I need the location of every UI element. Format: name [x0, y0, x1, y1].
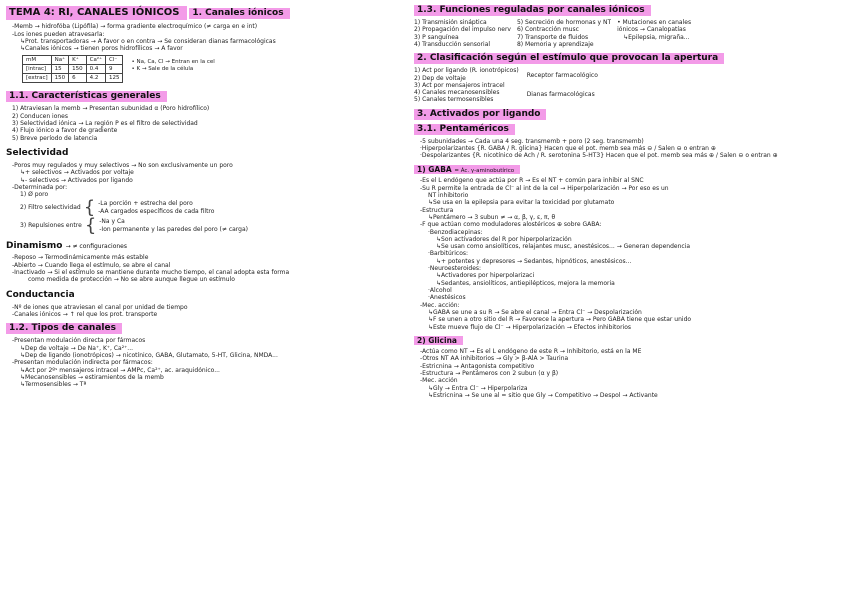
section-selectividad-heading: Selectividad	[6, 147, 69, 158]
right-column	[414, 0, 842, 399]
text-line: 1) Ø poro	[20, 191, 49, 199]
text-line: -Estructura	[420, 206, 454, 214]
section-tipos-canales-heading: 1.2. Tipos de canales	[6, 323, 122, 334]
table-cell: 125	[105, 74, 123, 83]
text-line: -Nº de iones que atraviesan el canal por unidad de tiempo	[12, 303, 188, 311]
table-row	[23, 74, 123, 83]
text-line: ↳Prot. transportadoras → A favor o en contra → Se consideran dianas farmacológicas	[20, 37, 276, 45]
text-line: 2) Filtro selectividad	[20, 203, 81, 211]
brace-icon: {	[84, 214, 97, 236]
text-line: NT inhibitorio	[428, 191, 469, 199]
table-cell: [intrac]	[23, 65, 52, 74]
section-glicina-heading: 2) Glicina	[414, 336, 463, 345]
text-line: ↳Termosensibles → Tª	[20, 381, 87, 389]
text-line: ↳Se usa en la epilepsia para evitar la toxicidad por glutamato	[428, 199, 615, 207]
text-line: 5) Secreción de hormonas y NT	[516, 18, 612, 26]
text-line: 4) Flujo iónico a favor de gradiente	[12, 127, 118, 135]
text-line: ↳Se usan como ansiolíticos, relajantes musc, anestésicos... → Generan dependencia	[436, 243, 691, 251]
ion-concentration-table	[22, 55, 123, 83]
filtro-group	[6, 196, 410, 218]
text-line: ↳Activadores por hiperpolarizaci	[436, 272, 535, 280]
text-line: 1) Atraviesan la memb → Presentan subunidad α (Poro hidrofílico)	[12, 105, 210, 113]
table-cell: K⁺	[69, 56, 87, 65]
text-line: 2) Propagación del impulso nerv	[414, 26, 511, 34]
text-line: ↳Canales iónicos → tienen poros hidrofílicos → A favor	[20, 45, 183, 53]
text-line: -Su R permite la entrada de Cl⁻ al int de la cel → Hiperpolarización → Por eso es un	[420, 184, 669, 192]
section-dinamismo-heading	[6, 241, 410, 252]
text-line: -F que actúan como moduladores alostéricos ⊕ sobre GABA:	[420, 221, 602, 229]
text-line: ↳- selectivos → Activados por ligando	[20, 176, 133, 184]
text-line: • K → Sale de la célula	[131, 66, 194, 73]
text-line: ·Barbitúricos:	[428, 250, 469, 258]
text-line: 4) Canales mecanosensibles	[414, 89, 500, 97]
table-cell: 0.4	[86, 65, 105, 74]
text-line: -5 subunidades → Cada una 4 seg. transmemb + poro (2 seg. transmemb)	[420, 137, 644, 145]
table-cell: mM	[23, 56, 52, 65]
text-line: -Es el L endógeno que actúa por R → Es el NT + común para inhibir al SNC	[420, 177, 644, 185]
text-line: -Determinada por:	[12, 183, 68, 191]
text-line: ↳F se unen a otro sitio del R → Favorece la apertura → Pero GABA tiene que estar unido	[428, 316, 692, 324]
section-caracteristicas-heading: 1.1. Características generales	[6, 91, 167, 102]
text-line: -Estricnina → Antagonista competitivo	[420, 362, 535, 370]
text-line: 3) Repulsiones entre	[20, 221, 82, 229]
funciones-col-3	[617, 19, 691, 48]
text-line: 4) Transducción sensorial	[414, 40, 491, 48]
text-line: 1) Act por ligando (R. ionotrópicos)	[414, 67, 519, 75]
text-line: -Inactivado → Si el estímulo se mantiene durante mucho tiempo, el canal adopta esta forma	[12, 269, 290, 277]
left-column	[6, 0, 410, 388]
text-line: 3) P sanguínea	[414, 33, 459, 41]
table-row	[23, 56, 123, 65]
text-line: -Memb → hidrofóba (Lipófila) → forma gradiente electroquímico (≠ carga en e int)	[12, 23, 258, 31]
text-line: ↳Sedantes, ansiolíticos, antiepilépticos, mejora la memoria	[436, 279, 615, 287]
text-line: -Estructura → Pentámeros con 2 subun (α y β)	[420, 369, 559, 377]
section-canales-ionicos-heading: 1. Canales iónicos	[189, 8, 289, 19]
text-line: -La porción + estrecha del poro	[98, 200, 193, 208]
text-line: -Los iones pueden atravesarla:	[12, 30, 105, 38]
text-line: -Presentan modulación directa por fármacos	[12, 337, 146, 345]
section-pentamericos-heading: 3.1. Pentaméricos	[414, 124, 515, 135]
section-clasificacion-heading: 2. Clasificación según el estímulo que provocan la apertura	[414, 53, 724, 64]
text-line: ↳Gly → Entra Cl⁻ → Hiperpolariza	[428, 384, 528, 392]
text-line: -Mec. acción	[420, 377, 458, 385]
table-cell: 6	[69, 74, 87, 83]
heading-text: 1) GABA	[417, 164, 452, 174]
text-line: -Na y Ca	[99, 218, 125, 226]
text-line: ↳Estricnina → Se une al = sitio que Gly → Competitivo → Despol → Activante	[428, 391, 658, 399]
text-line: ↳+ potentes y depresores → Sedantes, hipnóticos, anestésicos...	[436, 257, 632, 265]
heading-note: = Ác. γ-aminobutírico	[454, 167, 515, 174]
text-line: ↳Dep de ligando (ionotrópicos) → nicotínico, GABA, Glutamato, 5-HT, Glicina, NMDA...	[20, 351, 278, 359]
text-line: iónicos → Canalopatías	[617, 26, 686, 34]
heading-note: → ≠ configuraciones	[65, 242, 127, 250]
clasificacion-labels	[527, 72, 598, 99]
text-line: ·Neuroesteroides:	[428, 265, 482, 273]
section-conductancia-heading: Conductancia	[6, 289, 75, 300]
table-cell: 9	[105, 65, 123, 74]
section-gaba-heading	[414, 165, 520, 175]
table-cell: Cl⁻	[105, 56, 123, 65]
text-line: ·Alcohol	[428, 287, 452, 295]
ion-concentration-block	[22, 55, 410, 83]
text-line: -Poros muy regulados y muy selectivos → No son exclusivamente un poro	[12, 161, 233, 169]
text-line: 5) Breve período de latencia	[12, 134, 98, 142]
table-cell: Ca²⁺	[86, 56, 105, 65]
text-line: ·Anestésicos	[428, 294, 466, 302]
table-cell: Na⁺	[51, 56, 69, 65]
funciones-col-2	[517, 19, 611, 48]
text-line: 6) Contracción musc	[516, 26, 579, 34]
text-line: -Reposo → Termodinámicamente más estable	[12, 254, 149, 262]
text-line: -Abierto → Cuando llega el estímulo, se abre el canal	[12, 261, 171, 269]
table-cell: 4.2	[86, 74, 105, 83]
text-line: ↳Son activadores del R por hiperpolarización	[436, 235, 572, 243]
text-line: ·Benzodiacepinas:	[428, 228, 483, 236]
text-line: • Mutaciones en canales	[617, 18, 692, 26]
text-line: ·Hiperpolarizantes {R. GABA / R. glicina} Hacen que el pot. memb sea más ⊖ / Salen ⊖ o entran ⊕	[420, 145, 716, 152]
text-line: 2) Dep de voltaje	[414, 74, 466, 82]
brace-icon: {	[83, 196, 96, 218]
table-cell: 150	[51, 74, 69, 83]
text-line: ↳+ selectivos → Activados por voltaje	[20, 169, 134, 177]
clasificacion-list	[414, 67, 519, 104]
text-line: ·Despolarizantes {R. nicotínico de Ach / R. serotonina 5-HT3} Hacen que el pot. memb sea más ⊕ / Salen ⊖ o entran ⊕	[420, 152, 778, 160]
text-line: ↳Este mueve flujo de Cl⁻ → Hiperpolarización → Efectos inhibitorios	[428, 323, 632, 331]
funciones-col-1	[414, 19, 511, 48]
text-line: 5) Canales termosensibles	[414, 96, 494, 104]
text-line: -Mec. acción:	[420, 301, 460, 309]
text-line: • Na, Ca, Cl → Entran en la cel	[131, 59, 215, 66]
clasificacion-block	[414, 67, 842, 104]
text-line: 7) Transporte de fluidos	[516, 33, 589, 41]
text-line: -Presentan modulación indirecta por fármacos:	[12, 359, 153, 367]
table-notes	[131, 55, 214, 72]
text-line: -Ion permanente y las paredes del poro (≠ carga)	[99, 225, 248, 233]
table-cell: 15	[51, 65, 69, 74]
text-line: ↳Epilepsia, migraña...	[623, 33, 690, 41]
text-line: como medida de protección → No se abre aunque llegue un estímulo	[28, 276, 235, 284]
text-line: ↳Pentámero → 3 subun ≠ → α, β, γ, ε, π, θ	[428, 213, 556, 221]
text-line: Dianas farmacológicas	[526, 91, 595, 99]
heading-text: Dinamismo	[6, 240, 63, 251]
text-line: 2) Conducen iones	[12, 112, 68, 120]
text-line: ↳Mecanosensibles → estiramientos de la memb	[20, 373, 164, 381]
text-line: ↳GABA se une a su R → Se abre el canal → Entra Cl⁻ → Despolarización	[428, 308, 642, 316]
text-line: -Canales iónicos → ↑ rel que los prot. transporte	[12, 311, 158, 318]
page-title: TEMA 4: RI, CANALES IÓNICOS	[6, 6, 187, 20]
text-line: -Actúa como NT → Es el L endógeno de este R → Inhibitorio, está en la ME	[420, 348, 642, 356]
text-line: Receptor farmacológico	[526, 72, 598, 80]
table-row	[23, 65, 123, 74]
table-cell: [extrac]	[23, 74, 52, 83]
repulsiones-group	[6, 214, 410, 236]
text-line: ↳Act por 2ºˢ mensajeros intracel → AMPc, Ca²⁺, ac. araquidónico...	[20, 366, 220, 374]
text-line: 3) Selectividad iónica → La región P es el filtro de selectividad	[12, 120, 198, 128]
text-line: -AA cargados específicos de cada filtro	[98, 207, 215, 215]
text-line: 3) Act por mensajeros intracel	[414, 81, 505, 89]
text-line: 8) Memoria y aprendizaje	[516, 40, 594, 48]
section-funciones-heading: 1.3. Funciones reguladas por canales iónicos	[414, 5, 651, 16]
text-line: -Otros NT AA inhibitorios → Gly > β-AlA > Taurina	[420, 355, 569, 363]
section-activados-ligando-heading: 3. Activados por ligando	[414, 109, 546, 120]
funciones-grid	[414, 19, 842, 48]
text-line: 1) Transmisión sináptica	[414, 18, 487, 26]
table-cell: 150	[69, 65, 87, 74]
text-line: ↳Dep de voltaje → De Na⁺, K⁺, Ca²⁺...	[20, 344, 134, 352]
